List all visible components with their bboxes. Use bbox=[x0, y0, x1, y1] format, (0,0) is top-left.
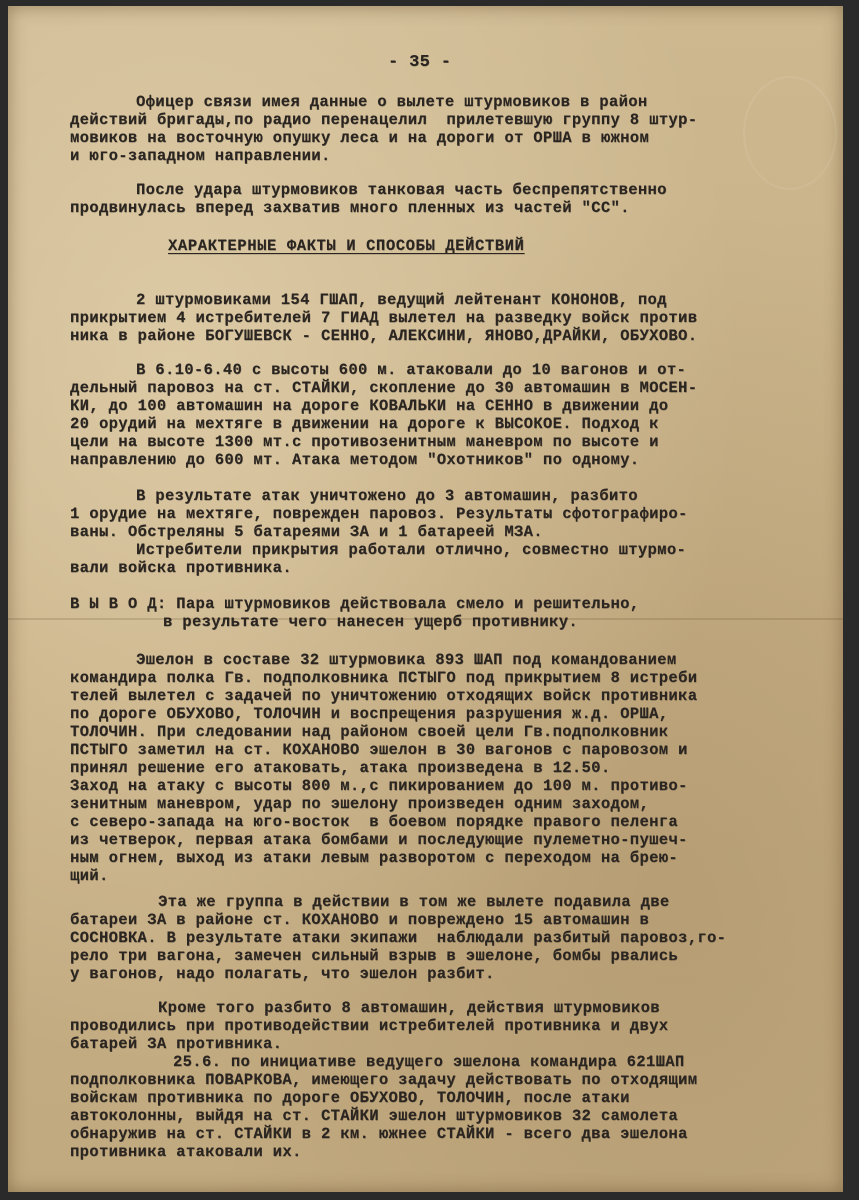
text-line: батарей ЗА противника. bbox=[70, 1035, 283, 1053]
text-line: продвинулась вперед захватив много пленных из частей "СС". bbox=[70, 199, 630, 217]
text-line: из четверок, первая атака бомбами и последующие пулеметно-пушеч- bbox=[70, 831, 688, 849]
text-line: Истребители прикрытия работали отлично, совместно штурмо- bbox=[136, 541, 687, 559]
text-line: прикрытием 4 истребителей 7 ГИАД вылетел на разведку войск против bbox=[70, 309, 698, 327]
text-line: 20 орудий на мехтяге в движении на дороге к ВЫСОКОЕ. Подход к bbox=[70, 415, 659, 433]
text-line: Кроме того разбито 8 автомашин, действия штурмовиков bbox=[158, 999, 660, 1017]
conclusion-line: В Ы В О Д: Пара штурмовиков действовала смело и решительно, bbox=[70, 595, 640, 613]
page-number: - 35 - bbox=[388, 53, 452, 72]
watermark-stamp bbox=[743, 76, 837, 190]
text-line: автоколонны, выйдя на ст. СТАЙКИ эшелон штурмовиков 32 самолета bbox=[70, 1107, 679, 1125]
text-line: действий бригады,по радио перенацелил прилетевшую группу 8 штур- bbox=[70, 111, 698, 129]
text-line: Эшелон в составе 32 штурмовика 893 ШАП под командованием bbox=[136, 651, 677, 669]
text-line: После удара штурмовиков танковая часть беспрепятственно bbox=[136, 181, 667, 199]
text-line: направлению до 600 мт. Атака методом "Охотников" по одному. bbox=[70, 451, 640, 469]
text-line: вали войска противника. bbox=[70, 559, 292, 577]
text-line: 2 штурмовиками 154 ГШАП, ведущий лейтенант КОНОНОВ, под bbox=[136, 291, 667, 309]
text-line: ваны. Обстреляны 5 батареями ЗА и 1 батареей МЗА. bbox=[70, 523, 543, 541]
text-line: войскам противника по дороге ОБУХОВО, ТОЛОЧИН, после атаки bbox=[70, 1089, 630, 1107]
text-line: батареи ЗА в районе ст. КОХАНОВО и повреждено 15 автомашин в bbox=[70, 911, 650, 929]
section-heading: ХАРАКТЕРНЫЕ ФАКТЫ И СПОСОБЫ ДЕЙСТВИЙ bbox=[168, 237, 525, 255]
text-line: с северо-запада на юго-восток в боевом порядке правого пеленга bbox=[70, 813, 679, 831]
text-line: командира полка Гв. подполковника ПСТЫГО под прикрытием 8 истреби bbox=[70, 669, 698, 687]
text-line: ПСТЫГО заметил на ст. КОХАНОВО эшелон в 30 вагонов с паровозом и bbox=[70, 741, 688, 759]
text-line: В 6.10-6.40 с высоты 600 м. атаковали до 10 вагонов и от- bbox=[136, 361, 687, 379]
text-line: обнаружив на ст. СТАЙКИ в 2 км. южнее СТАЙКИ - всего два эшелона bbox=[70, 1125, 688, 1143]
text-line: Заход на атаку с высоты 800 м.,с пикированием до 100 м. противо- bbox=[70, 777, 688, 795]
text-line: ным огнем, выход из атаки левым разворотом с переходом на брею- bbox=[70, 849, 679, 867]
text-line: телей вылетел с задачей по уничтожению отходящих войск противника bbox=[70, 687, 698, 705]
text-line: ТОЛОЧИН. При следовании над районом своей цели Гв.подполковник bbox=[70, 723, 669, 741]
document-page bbox=[8, 6, 843, 1192]
text-line: проводились при противодействии истребителей противника и двух bbox=[70, 1017, 669, 1035]
text-line: 25.6. по инициативе ведущего эшелона командира 621ШАП bbox=[173, 1053, 685, 1071]
text-line: принял решение его атаковать, атака произведена в 12.50. bbox=[70, 759, 611, 777]
text-line: по дороге ОБУХОВО, ТОЛОЧИН и воспрещения разрушения ж.д. ОРША, bbox=[70, 705, 669, 723]
text-line: КИ, до 100 автомашин на дороге КОВАЛЬКИ на СЕННО в движении до bbox=[70, 397, 669, 415]
conclusion-line: в результате чего нанесен ущерб противнику. bbox=[163, 613, 579, 631]
text-line: цели на высоте 1300 мт.с противозенитным маневром по высоте и bbox=[70, 433, 659, 451]
text-line: подполковника ПОВАРКОВА, имеющего задачу действовать по отходящим bbox=[70, 1071, 698, 1089]
text-line: и юго-западном направлении. bbox=[70, 147, 331, 165]
text-line: рело три вагона, замечен сильный взрыв в эшелоне, бомбы рвались bbox=[70, 947, 679, 965]
text-line: зенитным маневром, удар по эшелону произведен одним заходом, bbox=[70, 795, 650, 813]
text-line: у вагонов, надо полагать, что эшелон разбит. bbox=[70, 965, 495, 983]
text-line: Офицер связи имея данные о вылете штурмовиков в район bbox=[136, 93, 648, 111]
text-line: щий. bbox=[70, 867, 109, 885]
text-line: 1 орудие на мехтяге, поврежден паровоз. Результаты сфотографиро- bbox=[70, 505, 688, 523]
text-line: противника атаковали их. bbox=[70, 1143, 302, 1161]
text-line: Эта же группа в действии в том же вылете подавила две bbox=[158, 893, 670, 911]
text-line: дельный паровоз на ст. СТАЙКИ, скопление до 30 автомашин в МОСЕН- bbox=[70, 379, 698, 397]
text-line: ника в районе БОГУШЕВСК - СЕННО, АЛЕКСИНИ, ЯНОВО,ДРАЙКИ, ОБУХОВО. bbox=[70, 327, 698, 345]
text-line: мовиков на восточную опушку леса и на дороги от ОРША в южном bbox=[70, 129, 650, 147]
text-line: В результате атак уничтожено до 3 автомашин, разбито bbox=[136, 487, 638, 505]
text-line: СОСНОВКА. В результате атаки экипажи наблюдали разбитый паровоз,го- bbox=[70, 929, 727, 947]
